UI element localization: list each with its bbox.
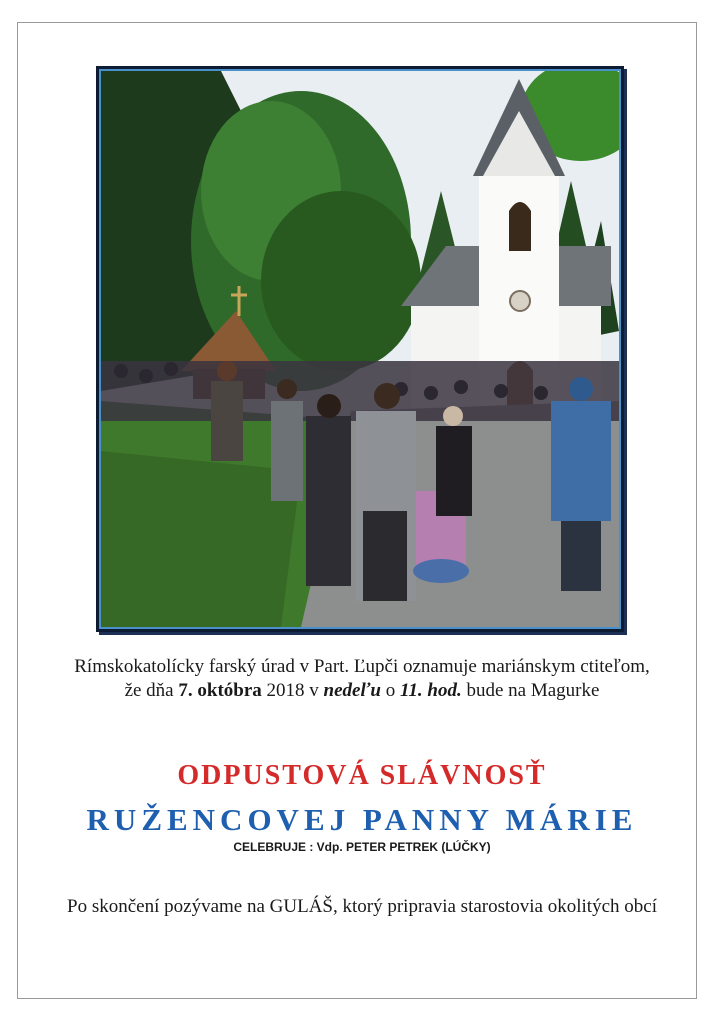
announcement-prefix: že dňa — [124, 680, 179, 701]
invitation: Po skončení pozývame na GULÁŠ, ktorý pripravia starostovia okolitých obcí — [67, 896, 657, 917]
announcement-mid: o — [380, 680, 400, 701]
announcement-day: nedeľu — [323, 680, 381, 701]
announcement — [40, 655, 684, 703]
announcement-suffix: bude na Magurke — [461, 680, 600, 701]
announcement-date: 7. októbra — [178, 680, 262, 701]
headline-title: ODPUSTOVÁ SLÁVNOSŤ — [177, 760, 547, 791]
photo-frame — [96, 66, 624, 632]
church-photo — [99, 69, 621, 629]
headline-subtitle: RUŽENCOVEJ PANNY MÁRIE — [86, 802, 638, 837]
announcement-line-2 — [40, 679, 684, 703]
announcement-time: 11. hod. — [399, 680, 462, 701]
announcement-line-1: Rímskokatolícky farský úrad v Part. Ľupči oznamuje mariánskym ctiteľom, — [74, 656, 650, 677]
church-photo-illustration — [101, 71, 619, 627]
announcement-year: 2018 v — [261, 680, 324, 701]
celebrant-line: CELEBRUJE : Vdp. PETER PETREK (LÚČKY) — [233, 840, 491, 854]
